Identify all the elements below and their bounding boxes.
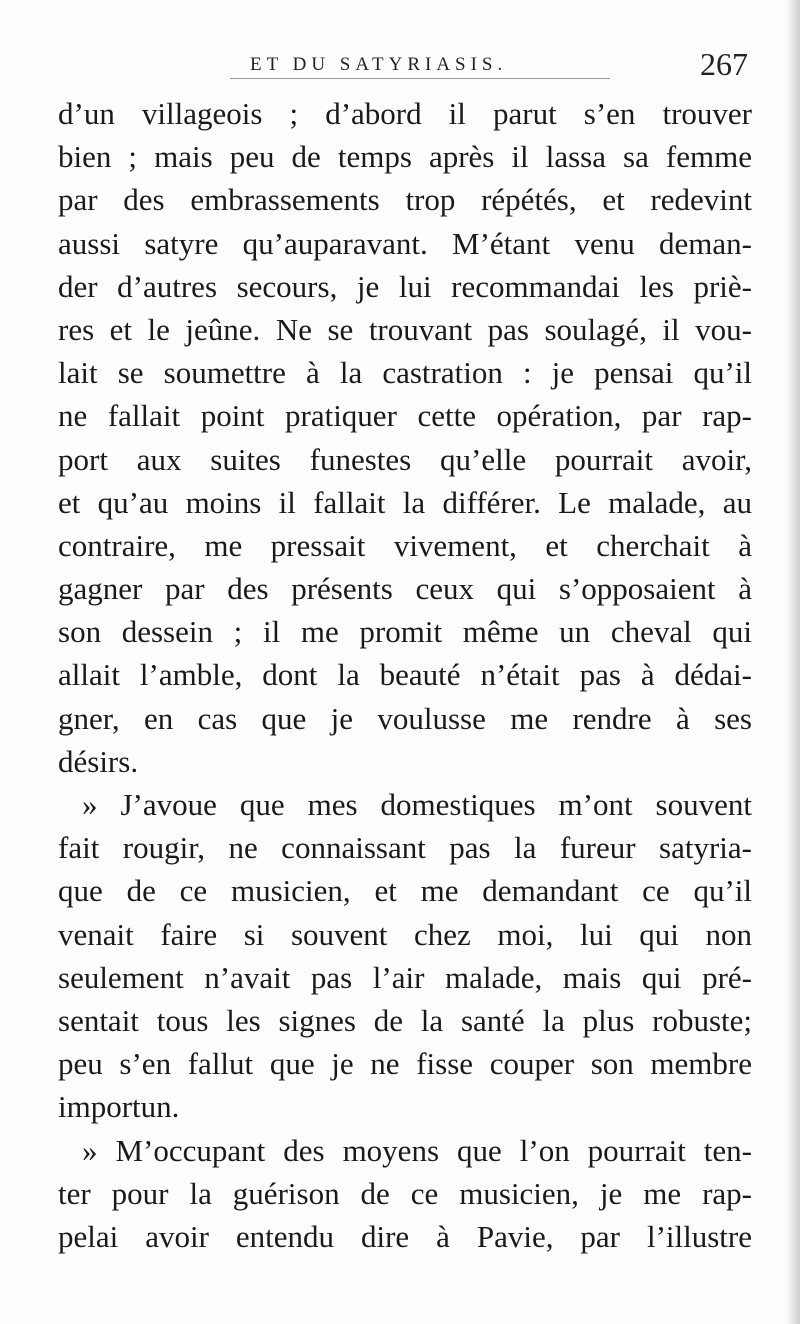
text-line: sentait tous les signes de la santé la plus robuste; [58,1002,752,1038]
text-line: son dessein ; il me promit même un cheval qui [58,614,752,650]
paragraph-start-line: » J’avoue que mes domestiques m’ont souvent [82,787,752,822]
text-line: gagner par des présents ceux qui s’opposaient à [58,571,752,607]
text-line: allait l’amble, dont la beauté n’était pas à dédai- [58,657,752,693]
text-line: gner, en cas que je voulusse me rendre à ses [58,700,752,736]
text-line: contraire, me pressait vivement, et cherchait à [58,527,752,563]
text-line: d’un villageois ; d’abord il parut s’en trouver [58,96,752,131]
running-head-rule [230,78,610,79]
paragraph-start-line: » M’occupant des moyens que l’on pourrait ten- [82,1132,752,1168]
running-head-title: ET DU SATYRIASIS. [250,54,508,75]
running-head [60,44,750,84]
text-line: port aux suites funestes qu’elle pourrait avoir, [58,441,752,477]
page-number: 267 [700,46,748,82]
text-line: venait faire si souvent chez moi, lui qui non [58,916,752,952]
text-line: der d’autres secours, je lui recommandai les priè- [58,268,752,304]
text-line: seulement n’avait pas l’air malade, mais qui pré- [58,959,752,995]
body-text [58,92,752,1258]
text-line: pelai avoir entendu dire à Pavie, par l’illustre [58,1218,752,1254]
page-edge-shadow [786,0,800,1324]
text-line: bien ; mais peu de temps après il lassa sa femme [58,139,752,175]
text-line: res et le jeûne. Ne se trouvant pas soulagé, il vou- [58,311,752,347]
text-line: ter pour la guérison de ce musicien, je me rap- [58,1175,752,1211]
text-line: fait rougir, ne connaissant pas la fureur satyria- [58,830,752,866]
text-line: importun. [58,1089,180,1125]
text-line: et qu’au moins il fallait la différer. Le malade, au [58,484,752,520]
text-line: peu s’en fallut que je ne fisse couper son membre [58,1046,752,1082]
text-line: ne fallait point pratiquer cette opération, par rap- [58,398,752,434]
text-line: aussi satyre qu’auparavant. M’étant venu deman- [58,225,752,261]
text-line: désirs. [58,743,139,779]
text-line: lait se soumettre à la castration : je pensai qu’il [58,355,752,391]
text-line: par des embrassements trop répétés, et redevint [58,182,752,218]
text-line: que de ce musicien, et me demandant ce qu’il [58,873,752,909]
